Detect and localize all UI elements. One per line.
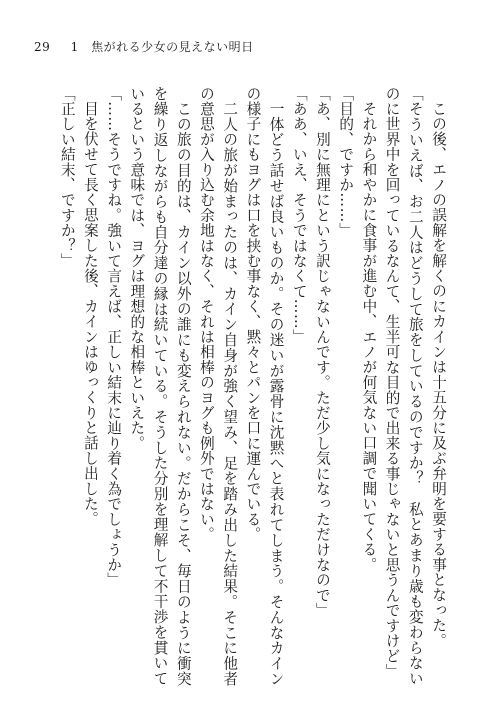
chapter-number: 1 [70,40,79,54]
paragraph-6: 「ああ、いえ、そうではなくて……」 [290,86,308,345]
paragraph-5: 「あ、別に無理にという訳じゃないんです。ただ少し気になっただけなので」 [313,86,331,618]
paragraph-4: 「目的、ですか……」 [337,86,355,238]
book-title: 焦がれる少女の見えない明日 [91,40,254,54]
running-header [34,38,254,55]
paragraph-7: 一体どう話せば良いものか。その迷いが露骨に沈黙へと表れてしまう。そんなカインの様子にもヨグは口を挟む事なく、黙々とパンを口に運んでいる。 [244,86,285,686]
paragraph-8: 二人の旅が始まったのは、カイン自身が強く望み、足を踏み出した結果。そこに他者の意思が入り込む余地はなく、それは相棒のヨグも例外ではない。 [197,86,239,686]
vertical-text-body [30,86,450,686]
paragraph-2: 「そういえば、お二人はどうして旅をしているのですか？ 私とあまり歳も変わらないのに世界中を回っているなんて、生半可な目的で出来る事じゃないと思うんですけど」 [383,86,424,686]
paragraph-11: 目を伏せて長く思案した後、カインはゆっくりと話し出した。 [81,100,99,527]
paragraph-12: 「正しい結末、ですか？」 [58,86,76,269]
paragraph-9: この旅の目的は、カイン以外の誰にも変えられない。だからこそ、毎日のように衝突を繰り返しながらも自分達の縁は続いている。そうした分別を理解して不干渉を貫いているという意味では、ヨグは理想的な相棒といえた。 [128,86,192,686]
paragraph-10: 「……そうですね。強いて言えば、正しい結末に辿り着く為でしょうか」 [105,86,123,588]
page-number: 29 [34,40,51,54]
paragraph-1: この後、エノの誤解を解くのにカインは十五分に及ぶ弁明を要する事となった。 [430,100,447,648]
paragraph-3: それから和やかに食事が進む中、エノが何気ない口調で聞いてくる。 [360,100,378,572]
